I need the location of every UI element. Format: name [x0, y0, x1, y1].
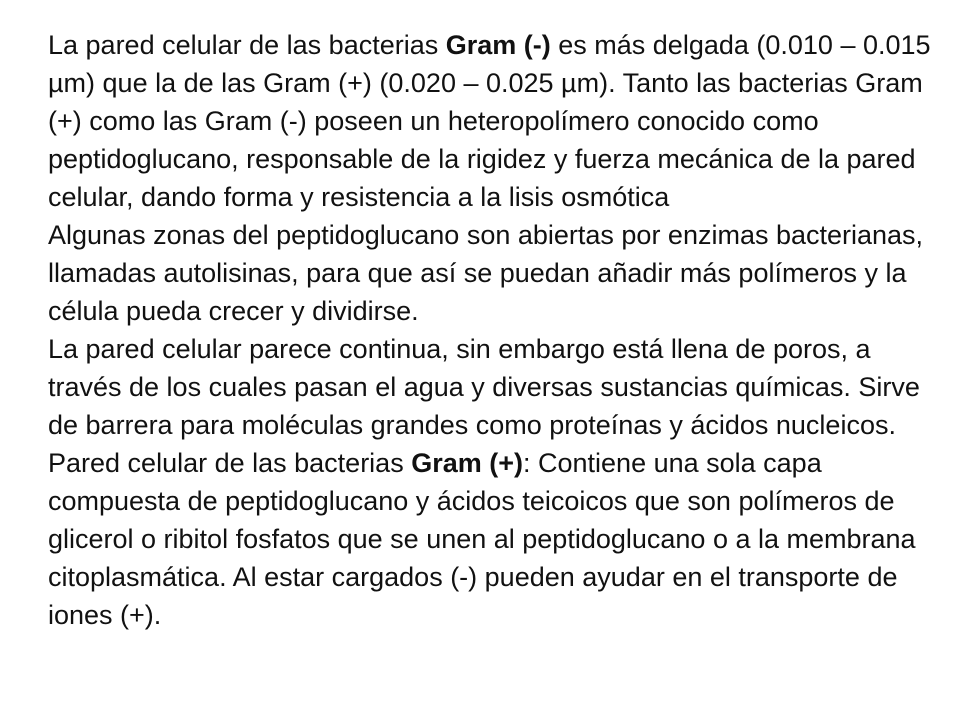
- paragraph-1-text-end: es más delgada (0.010 – 0.015 µm) que la de las Gram (+) (0.020 – 0.025 µm). Tanto las bacterias Gram (+) como las Gram (-) poseen un heteropolímero conocido como peptidoglucano, responsable de la rigidez y fuerza mecánica de la pared celular, dando forma y resistencia a la lisis osmótica: [48, 30, 931, 212]
- paragraph-4-text-end: : Contiene una sola capa compuesta de peptidoglucano y ácidos teicoicos que son polímeros de glicerol o ribitol fosfatos que se unen al peptidoglucano o a la membrana citoplasmática. Al estar cargados (-) pueden ayudar en el transporte de iones (+).: [48, 448, 916, 630]
- paragraph-wall-pores: La pared celular parece continua, sin embargo está llena de poros, a través de los cuales pasan el agua y diversas sustancias químicas. Sirve de barrera para moléculas grandes como proteínas y ácidos nucleicos.: [48, 334, 920, 440]
- gram-negative-emphasis: Gram (-): [445, 30, 551, 60]
- paragraph-gram-positive-wall: [48, 444, 948, 634]
- paragraph-1-text-start: La pared celular de las bacterias: [48, 30, 446, 60]
- paragraph-gram-negative-wall: [48, 26, 948, 216]
- slide-text-body: [48, 26, 948, 634]
- paragraph-4-text-start: Pared celular de las bacterias: [48, 448, 412, 478]
- gram-positive-emphasis: Gram (+): [411, 448, 523, 478]
- paragraph-autolysins: Algunas zonas del peptidoglucano son abiertas por enzimas bacterianas, llamadas autolisinas, para que así se puedan añadir más polímeros y la célula pueda crecer y dividirse.: [48, 220, 924, 326]
